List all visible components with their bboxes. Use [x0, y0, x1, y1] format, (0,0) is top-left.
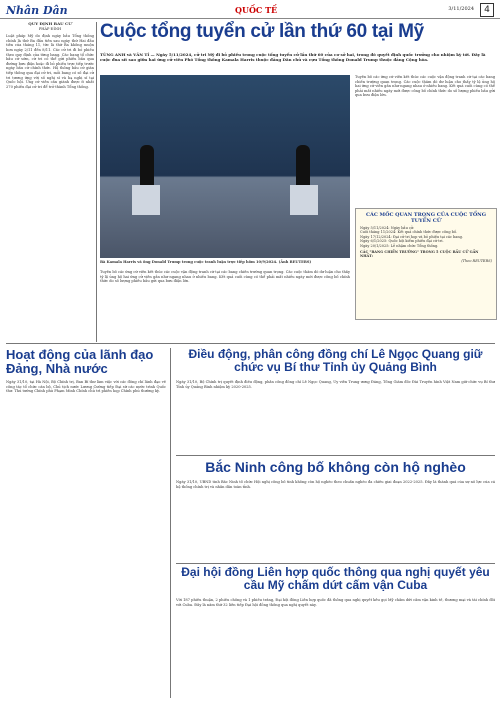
leaders-body: Ngày 31/10, tại Hà Nội, Bộ Chính trị, Ban Bí thư làm việc với các đồng chí lãnh đạo về công tác tổ chức cán bộ. Chủ tịch nước Lương Cường tiếp Đại sứ các nước trình Quốc thư. Thủ tướng Chính phủ Phạm Minh Chính chủ trì phiên họp Chính phủ thường kỳ.	[6, 380, 166, 394]
left-column-label: QUY ĐỊNH BẦU CỬ	[28, 22, 72, 26]
box-source: (Theo REUTERS)	[461, 258, 492, 263]
column-divider	[170, 348, 171, 698]
left-column	[6, 22, 94, 362]
bacninh-headline: Bắc Ninh công bố không còn hộ nghèo	[205, 459, 466, 475]
lead-text: Ngày 5/11/2024, cử tri Mỹ đi bỏ phiếu trong cuộc tổng tuyển cử lần thứ 60 của cơ sở hai, trong đó quyết định quốc trưởng cho nhiệm kỳ tới. Đây là cuộc đua sít sao giữa hai ứng cử viên Phó Tổng thống Kamala Harris thuộc đảng Dân chủ và cựu Tổng thống Donald Trump thuộc đảng Cộng hòa.	[100, 52, 486, 62]
appointment-headline: Điều động, phân công đồng chí Lê Ngọc Quang giữ chức vụ Bí thư Tỉnh ủy Quảng Bình	[188, 347, 483, 374]
section-divider	[6, 343, 495, 344]
milestone-item: Ngày 5/11/2024: Ngày bầu cử.	[360, 226, 415, 230]
cuba-headline: Đại hội đồng Liên hợp quốc thông qua nghị quyết yêu cầu Mỹ chấm dứt cấm vận Cuba	[181, 565, 490, 592]
leaders-headline: Hoạt động của lãnh đạo Đảng, Nhà nước	[6, 347, 154, 376]
byline: TÙNG ANH và VĂN TÍ	[100, 52, 150, 57]
milestones-list	[356, 224, 496, 265]
main-lead: TÙNG ANH và VĂN TÍ — Ngày 5/11/2024, cử tri Mỹ đi bỏ phiếu trong cuộc tổng tuyển cử lần thứ 60 của cơ sở hai, trong đó quyết định quốc trưởng cho nhiệm kỳ tới. Đây là cuộc đua sít sao giữa hai ứng cử viên Phó Tổng thống Kamala Harris thuộc đảng Dân chủ và cựu Tổng thống Donald Trump thuộc đảng Cộng hòa.	[100, 52, 486, 62]
milestone-item: Cuối tháng 11/2024: Kết quả chính thức được công bố.	[360, 230, 458, 235]
bacninh-body: Ngày 31/10, UBND tỉnh Bắc Ninh tổ chức Hội nghị công bố tỉnh không còn hộ nghèo theo chuẩn nghèo đa chiều giai đoạn 2022-2025. Đây là thành quả của sự nỗ lực của cả hệ thống chính trị và nhân dân toàn tỉnh.	[176, 480, 495, 489]
milestones-box	[355, 208, 497, 320]
left-column-text: Luật pháp Mỹ do định ngày bầu Tổng thống chính là thứ Ba đầu tiên sau ngày thứ Hai đầu tiên của tháng 11, tức là thứ Ba không muộn hơn ngày 2/11 đến 8/11. Các cử tri đi bỏ phiếu theo quy định của từng bang. Các bang tổ chức bầu cử sớm, cử tri có thể gửi phiếu bầu qua đường bưu điện hoặc đi bỏ phiếu trực tiếp trước ngày bầu cử chính thức. Hệ thống bầu cử gián tiếp thông qua đại cử tri, mỗi bang có số đại cử tri tương ứng với số nghị sĩ và hạ nghị sĩ tại Quốc hội. Ứng cử viên cần giành được ít nhất 270 phiếu đại cử tri để trở thành Tổng thống.	[6, 34, 94, 89]
battleground-title: CÁC "BANG CHIẾN TRƯỜNG" TRONG 5 CUỘC BẦU CỬ GẦN NHẤT:	[360, 250, 479, 259]
debate-photo	[100, 75, 350, 258]
page-number: 4	[480, 3, 494, 17]
milestones-title: CÁC MỐC QUAN TRỌNG CỦA CUỘC TỔNG TUYỂN CỬ	[365, 212, 487, 224]
section-divider	[176, 455, 495, 456]
left-column-sublabel: PHÁP ĐÌNH	[38, 26, 62, 31]
section-divider	[176, 563, 495, 564]
main-headline: Cuộc tổng tuyển cử lần thứ 60 tại Mỹ	[100, 21, 424, 42]
newspaper-logo: Nhân Dân	[6, 4, 68, 17]
section-label: QUỐC TẾ	[235, 5, 278, 15]
main-body-lower: Tuyên bố các ứng cử viên kết thúc các cuộc vận động tranh cử tại các bang chiến trường quan trọng. Các cuộc thăm dò dư luận cho thấy tỷ lệ ủng hộ hai ứng cử viên gần như ngang nhau ở nhiều bang. Kết quả cuối cùng có thể phải mất nhiều ngày mới được công bố chính thức do số lượng phiếu bầu gửi qua bưu điện lớn.	[100, 270, 350, 284]
milestone-item: Ngày 17/12/2024: Đại cử tri họp và bỏ phiếu tại các bang.	[360, 234, 463, 239]
podium-left	[132, 185, 160, 215]
photo-caption: Bà Kamala Harris và ông Donald Trump trong cuộc tranh luận trực tiếp hôm 10/9/2024. (Ảnh REUTERS)	[100, 260, 312, 264]
milestone-item: Ngày 20/1/2025: Lễ nhậm chức Tổng thống.	[360, 243, 439, 248]
issue-date: 3/11/2024	[448, 6, 474, 12]
appointment-body: Ngày 31/10, Bộ Chính trị quyết định điều động, phân công đồng chí Lê Ngọc Quang, Ủy viên Trung ương Đảng, Tổng Giám đốc Đài Truyền hình Việt Nam giữ chức vụ Bí thư Tỉnh ủy Quảng Bình nhiệm kỳ 2020-2025.	[176, 380, 495, 389]
column-divider	[96, 22, 97, 342]
main-body-column: Tuyên bố các ứng cử viên kết thúc các cuộc vận động tranh cử tại các bang chiến trường quan trọng. Các cuộc thăm dò dư luận cho thấy tỷ lệ ủng hộ hai ứng cử viên gần như ngang nhau ở nhiều bang. Kết quả cuối cùng có thể phải mất nhiều ngày mới được công bố chính thức do số lượng phiếu bầu gửi qua bưu điện lớn.	[355, 75, 495, 98]
milestone-item: Ngày 6/1/2025: Quốc hội kiểm phiếu đại cử tri.	[360, 239, 444, 244]
cuba-body: Với 187 phiếu thuận, 2 phiếu chống và 1 phiếu trắng, Đại hội đồng Liên hợp quốc đã thông qua nghị quyết kêu gọi Mỹ chấm dứt cấm vận kinh tế, thương mại và tài chính đối với Cuba. Đây là năm thứ 32 liên tiếp Đại hội đồng thông qua nghị quyết này.	[176, 598, 495, 607]
masthead	[0, 0, 500, 19]
podium-right	[290, 185, 318, 215]
